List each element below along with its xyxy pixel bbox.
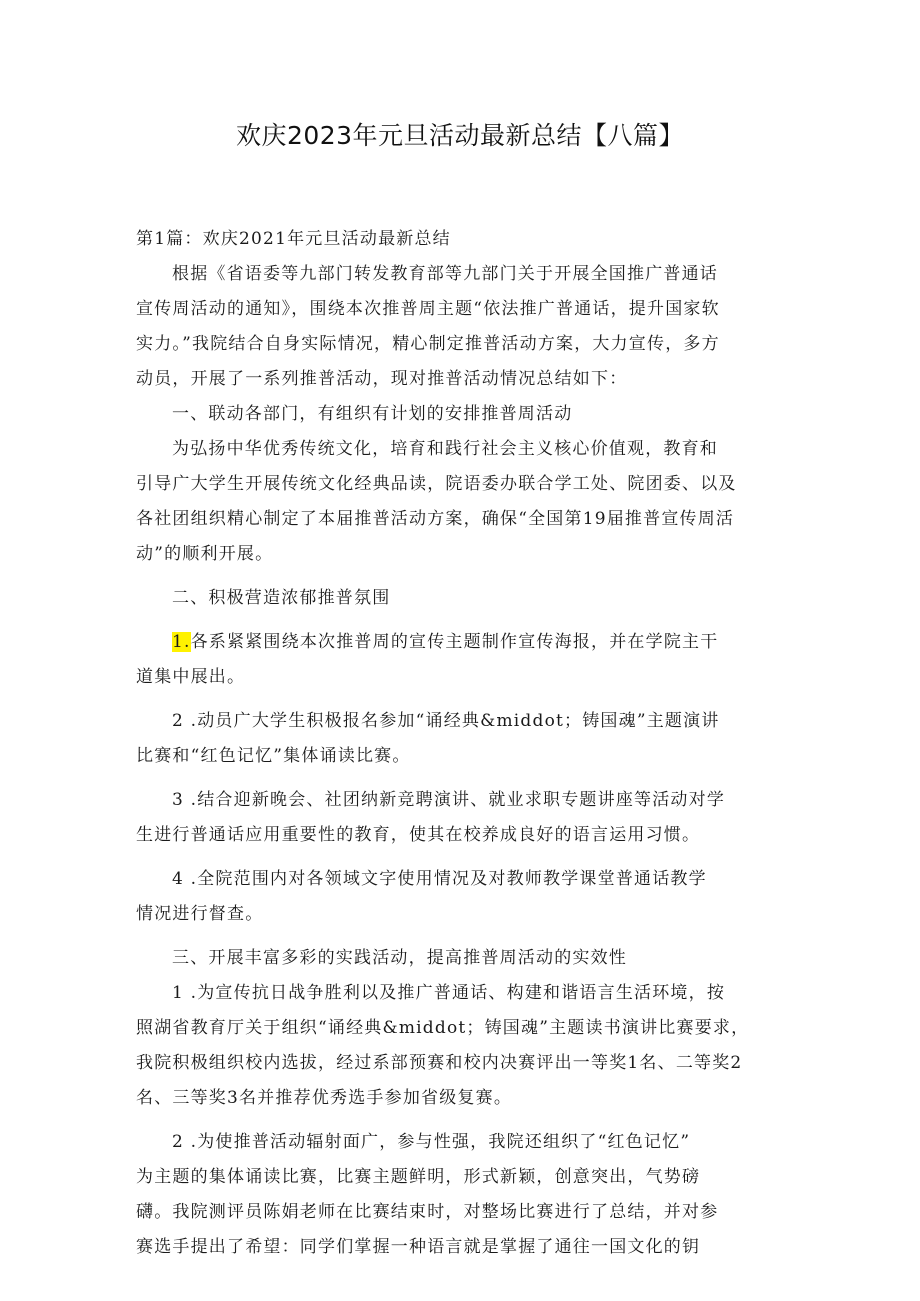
list-item <box>136 704 798 774</box>
text-line: 礴。我院测评员陈娟老师在比赛结束时，对整场比赛进行了总结，并对参 <box>136 1202 719 1222</box>
text-line: 生进行普通话应用重要性的教育，使其在校养成良好的语言运用习惯。 <box>136 825 701 845</box>
text-line: 情况进行督查。 <box>136 904 264 924</box>
highlighted-list-marker: 1. <box>172 632 191 652</box>
text-line: 2 .动员广大学生积极报名参加“诵经典&middot；铸国魂”主题演讲 <box>172 711 720 731</box>
subheading-three: 三、开展丰富多彩的实践活动，提高推普周活动的实效性 <box>172 948 627 968</box>
text-line: 我院积极组织校内选拔，经过系部预赛和校内决赛评出一等奖1名、二等奖2 <box>136 1053 743 1073</box>
text-line: 1 .为宣传抗日战争胜利以及推广普通话、构建和谐语言生活环境，按 <box>172 983 726 1003</box>
text-line: 3 .结合迎新晚会、社团纳新竞聘演讲、就业求职专题讲座等活动对学 <box>172 790 726 810</box>
section-heading: 第1篇：欢庆2021年元旦活动最新总结 <box>136 229 451 249</box>
paragraph-intro <box>136 257 798 397</box>
text-line: 为弘扬中华优秀传统文化，培育和践行社会主义核心价值观，教育和 <box>172 439 718 459</box>
list-item <box>136 625 798 695</box>
text-line: 道集中展出。 <box>136 667 246 687</box>
text-line: 赛选手提出了希望：同学们掌握一种语言就是掌握了通往一国文化的钥 <box>136 1237 701 1257</box>
subheading-two: 二、积极营造浓郁推普氛围 <box>172 588 391 608</box>
text-line: 动员，开展了一系列推普活动，现对推普活动情况总结如下： <box>136 369 628 389</box>
list-item <box>136 1125 798 1265</box>
subheading-one: 一、联动各部门，有组织有计划的安排推普周活动 <box>172 404 573 424</box>
list-item <box>136 976 798 1116</box>
document-title: 欢庆2023年元旦活动最新总结【八篇】 <box>235 121 685 150</box>
paragraph-one-body <box>136 432 798 572</box>
text-line: 2 .为使推普活动辐射面广，参与性强，我院还组织了“红色记忆” <box>172 1132 691 1152</box>
text-line: 宣传周活动的通知》，围绕本次推普周主题“依法推广普通话，提升国家软 <box>136 299 720 319</box>
text-line: 根据《省语委等九部门转发教育部等九部门关于开展全国推广普通话 <box>172 264 718 284</box>
text-line: 各系紧紧围绕本次推普周的宣传主题制作宣传海报，并在学院主干 <box>190 632 719 652</box>
text-line: 为主题的集体诵读比赛，比赛主题鲜明，形式新颖，创意突出，气势磅 <box>136 1167 701 1187</box>
text-line: 各社团组织精心制定了本届推普活动方案，确保“全国第19届推普宣传周活 <box>136 509 735 529</box>
text-line: 名、三等奖3名并推荐优秀选手参加省级复赛。 <box>136 1088 513 1108</box>
text-line: 照湖省教育厅关于组织“诵经典&middot；铸国魂”主题读书演讲比赛要求， <box>136 1018 750 1038</box>
text-line: 动”的顺利开展。 <box>136 544 274 564</box>
text-line: 引导广大学生开展传统文化经典品读，院语委办联合学工处、院团委、以及 <box>136 474 737 494</box>
text-line: 比赛和“红色记忆”集体诵读比赛。 <box>136 746 411 766</box>
text-line: 4 .全院范围内对各领域文字使用情况及对教师教学课堂普通话教学 <box>172 869 707 889</box>
list-item <box>136 862 798 932</box>
list-item <box>136 783 798 853</box>
document-body <box>136 222 798 1265</box>
text-line: 实力。”我院结合自身实际情况，精心制定推普活动方案，大力宣传，多方 <box>136 334 720 354</box>
